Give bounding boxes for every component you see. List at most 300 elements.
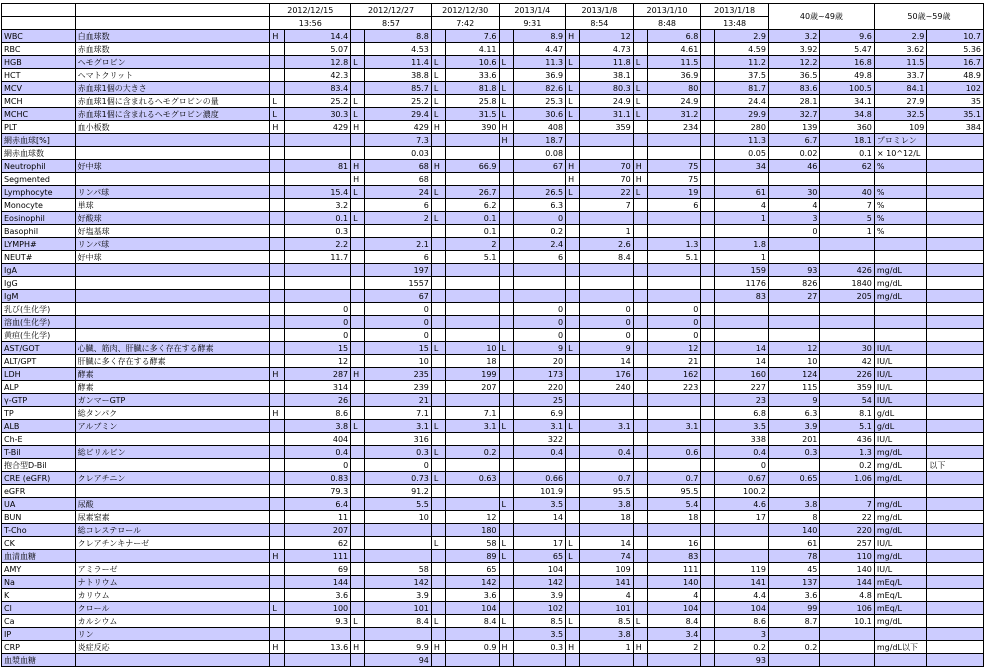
ref-50s-high xyxy=(927,264,984,277)
result-flag xyxy=(633,329,647,342)
ref-50s-high xyxy=(927,277,984,290)
result-value: 6.8 xyxy=(715,407,768,420)
result-value: 1 xyxy=(580,225,633,238)
result-flag xyxy=(431,43,445,56)
result-flag xyxy=(566,225,580,238)
result-flag: H xyxy=(351,641,365,654)
result-value: 0 xyxy=(365,303,432,316)
result-flag: L xyxy=(566,56,580,69)
result-value xyxy=(446,290,500,303)
result-value: 142 xyxy=(365,576,432,589)
result-flag: L xyxy=(431,615,445,628)
ref-40s-low: 78 xyxy=(768,550,819,563)
ref-40s-low: 0.65 xyxy=(768,472,819,485)
result-flag xyxy=(270,173,284,186)
result-value xyxy=(647,654,700,667)
result-value: 17 xyxy=(715,511,768,524)
test-code: 溶血(生化学) xyxy=(2,316,76,329)
ref-40s-high: 226 xyxy=(820,368,874,381)
ref-40s-high: 1.3 xyxy=(820,446,874,459)
result-value xyxy=(365,524,432,537)
result-flag xyxy=(431,303,445,316)
result-value xyxy=(580,524,633,537)
result-flag: H xyxy=(431,121,445,134)
result-flag xyxy=(270,238,284,251)
result-flag xyxy=(499,381,513,394)
result-flag xyxy=(270,160,284,173)
result-flag xyxy=(431,251,445,264)
ref-40s-low: 124 xyxy=(768,368,819,381)
result-flag xyxy=(633,433,647,446)
test-code: γ-GTP xyxy=(2,394,76,407)
result-value xyxy=(715,225,768,238)
result-value: 12 xyxy=(580,30,633,43)
result-value: 100.2 xyxy=(715,485,768,498)
ref-50s-high xyxy=(927,524,984,537)
ref-40s-high xyxy=(820,641,874,654)
result-flag xyxy=(633,550,647,563)
ref-50s-low: IU/L xyxy=(874,563,926,576)
table-row xyxy=(2,95,984,108)
test-code: 網赤血球数 xyxy=(2,147,76,160)
ref-50s-high xyxy=(927,394,984,407)
ref-40s-low: 137 xyxy=(768,576,819,589)
result-flag xyxy=(499,511,513,524)
result-flag xyxy=(499,199,513,212)
result-value: 7.1 xyxy=(365,407,432,420)
result-flag: L xyxy=(270,602,284,615)
ref-40s-low: 10 xyxy=(768,355,819,368)
ref-50s-low xyxy=(874,329,926,342)
result-value: 0 xyxy=(580,303,633,316)
result-value: 81.7 xyxy=(715,82,768,95)
result-value: 159 xyxy=(715,264,768,277)
result-flag xyxy=(701,563,715,576)
ref-40s-low xyxy=(768,485,819,498)
result-value: 2.4 xyxy=(513,238,565,251)
ref-40s-low: 83.6 xyxy=(768,82,819,95)
result-value: 3.1 xyxy=(365,420,432,433)
result-value: 3.5 xyxy=(513,498,565,511)
table-row xyxy=(2,30,984,43)
ref-40s-high: 22 xyxy=(820,511,874,524)
result-value: 239 xyxy=(365,381,432,394)
result-flag xyxy=(633,524,647,537)
result-flag xyxy=(431,407,445,420)
result-flag: L xyxy=(351,186,365,199)
result-flag: H xyxy=(431,641,445,654)
result-value xyxy=(715,316,768,329)
result-flag xyxy=(351,355,365,368)
ref-50s-high xyxy=(927,537,984,550)
result-flag: L xyxy=(566,108,580,121)
result-flag xyxy=(431,433,445,446)
ref-50s-high: 以下 xyxy=(927,459,984,472)
result-flag: L xyxy=(499,550,513,563)
ref-50s-high xyxy=(927,498,984,511)
result-value: 34 xyxy=(715,160,768,173)
result-value: 0.3 xyxy=(284,225,351,238)
ref-40s-high: 34.1 xyxy=(820,95,874,108)
ref-40s-high: 42 xyxy=(820,355,874,368)
time-header: 8:57 xyxy=(351,17,432,30)
result-flag: L xyxy=(431,420,445,433)
table-row xyxy=(2,381,984,394)
result-value: 3.1 xyxy=(647,420,700,433)
date-header-row xyxy=(2,4,984,17)
result-value: 1557 xyxy=(365,277,432,290)
time-header: 13:48 xyxy=(701,17,769,30)
test-name xyxy=(75,264,270,277)
test-code: K xyxy=(2,589,76,602)
test-code: CK xyxy=(2,537,76,550)
lab-results-table xyxy=(1,3,984,667)
result-flag xyxy=(270,654,284,667)
result-value: 338 xyxy=(715,433,768,446)
test-code: LDH xyxy=(2,368,76,381)
result-value xyxy=(284,264,351,277)
ref-40s-low: 6.3 xyxy=(768,407,819,420)
result-value xyxy=(580,147,633,160)
result-value: 37.5 xyxy=(715,69,768,82)
table-row xyxy=(2,472,984,485)
result-flag xyxy=(566,446,580,459)
table-row xyxy=(2,628,984,641)
test-name: ガンマーGTP xyxy=(75,394,270,407)
ref-40s-high: 205 xyxy=(820,290,874,303)
ref-40s-low: 3 xyxy=(768,212,819,225)
ref-40s-high: 34.8 xyxy=(820,108,874,121)
test-name: リンパ球 xyxy=(75,186,270,199)
result-value: 207 xyxy=(284,524,351,537)
result-flag xyxy=(431,264,445,277)
ref-50s-low: 84.1 xyxy=(874,82,926,95)
ref-50s-low: 2.9 xyxy=(874,30,926,43)
result-flag xyxy=(701,82,715,95)
test-name: クレアチニン xyxy=(75,472,270,485)
result-flag xyxy=(633,589,647,602)
result-value: 31.5 xyxy=(446,108,500,121)
result-flag: H xyxy=(270,407,284,420)
date-header: 2012/12/30 xyxy=(431,4,499,17)
result-flag xyxy=(351,238,365,251)
result-flag xyxy=(701,212,715,225)
result-value: 1176 xyxy=(715,277,768,290)
ref-40s-high: 16.8 xyxy=(820,56,874,69)
test-code: 抱合型D-Bil xyxy=(2,459,76,472)
result-flag xyxy=(701,251,715,264)
result-value: 6.3 xyxy=(513,199,565,212)
result-value: 429 xyxy=(284,121,351,134)
ref-40s-high xyxy=(820,238,874,251)
result-flag xyxy=(633,576,647,589)
ref-40s-low: 28.1 xyxy=(768,95,819,108)
result-flag xyxy=(499,251,513,264)
result-value: 11.5 xyxy=(647,56,700,69)
result-value: 9.9 xyxy=(365,641,432,654)
result-value xyxy=(284,628,351,641)
table-row xyxy=(2,277,984,290)
test-name: リン xyxy=(75,628,270,641)
result-flag xyxy=(701,381,715,394)
result-value: 4.59 xyxy=(715,43,768,56)
test-name: ヘマトクリット xyxy=(75,69,270,82)
result-value: 2.1 xyxy=(365,238,432,251)
table-row xyxy=(2,160,984,173)
result-value: 8.9 xyxy=(513,30,565,43)
result-value: 8.6 xyxy=(284,407,351,420)
result-flag xyxy=(701,550,715,563)
ref-40s-low xyxy=(768,329,819,342)
result-flag xyxy=(633,628,647,641)
result-value: 70 xyxy=(580,160,633,173)
result-flag: H xyxy=(633,173,647,186)
result-value: 7.1 xyxy=(446,407,500,420)
ref-50s-low: % xyxy=(874,199,926,212)
result-value xyxy=(647,394,700,407)
ref-40s-low: 201 xyxy=(768,433,819,446)
ref-50s-low xyxy=(874,628,926,641)
result-flag xyxy=(499,329,513,342)
test-name xyxy=(75,433,270,446)
result-value: 13.6 xyxy=(284,641,351,654)
result-flag: L xyxy=(633,82,647,95)
table-row xyxy=(2,602,984,615)
result-value: 80.3 xyxy=(580,82,633,95)
test-name xyxy=(75,290,270,303)
result-flag xyxy=(351,446,365,459)
ref-40s-low: 3.8 xyxy=(768,498,819,511)
result-flag xyxy=(351,524,365,537)
result-flag xyxy=(270,511,284,524)
result-flag xyxy=(270,134,284,147)
ref-50s-high xyxy=(927,381,984,394)
result-flag xyxy=(351,251,365,264)
result-value: 4.4 xyxy=(715,589,768,602)
result-flag: H xyxy=(633,160,647,173)
ref-40s-low: 99 xyxy=(768,602,819,615)
result-value: 4 xyxy=(647,589,700,602)
result-value: 408 xyxy=(513,121,565,134)
result-flag xyxy=(499,277,513,290)
result-value: 1 xyxy=(580,641,633,654)
result-value: 359 xyxy=(580,121,633,134)
result-flag xyxy=(701,537,715,550)
test-code: AMY xyxy=(2,563,76,576)
result-flag xyxy=(351,459,365,472)
result-flag xyxy=(701,342,715,355)
result-value: 0.6 xyxy=(647,446,700,459)
ref-40s-low: 9 xyxy=(768,394,819,407)
result-flag xyxy=(499,602,513,615)
ref-40s-low: 0.2 xyxy=(768,641,819,654)
ref-50s-low: mg/dL以下 xyxy=(874,641,926,654)
result-flag xyxy=(633,199,647,212)
result-value: 68 xyxy=(365,173,432,186)
result-flag xyxy=(351,69,365,82)
result-flag: L xyxy=(431,186,445,199)
test-name: 尿素窒素 xyxy=(75,511,270,524)
result-value: 0.3 xyxy=(365,446,432,459)
result-value: 0 xyxy=(715,459,768,472)
result-value xyxy=(580,459,633,472)
result-flag xyxy=(351,654,365,667)
test-code: MCV xyxy=(2,82,76,95)
result-value xyxy=(365,537,432,550)
ref-40s-high: 9.6 xyxy=(820,30,874,43)
result-value: 29.9 xyxy=(715,108,768,121)
result-value: 6 xyxy=(365,251,432,264)
result-value: 23 xyxy=(715,394,768,407)
date-header: 2012/12/15 xyxy=(270,4,351,17)
table-row xyxy=(2,446,984,459)
result-value: 6.2 xyxy=(446,199,500,212)
ref-50s-low: 33.7 xyxy=(874,69,926,82)
result-flag xyxy=(351,225,365,238)
result-value: 0.3 xyxy=(513,641,565,654)
result-flag xyxy=(499,472,513,485)
result-value: 101.9 xyxy=(513,485,565,498)
result-flag: H xyxy=(270,641,284,654)
result-flag xyxy=(351,628,365,641)
result-flag: L xyxy=(431,82,445,95)
ref-50s-low: g/dL xyxy=(874,407,926,420)
result-value: 0.08 xyxy=(513,147,565,160)
result-value: 0 xyxy=(284,316,351,329)
result-value: 142 xyxy=(513,576,565,589)
result-value: 85.7 xyxy=(365,82,432,95)
test-code: 黄疸(生化学) xyxy=(2,329,76,342)
result-flag xyxy=(499,394,513,407)
result-value: 2.9 xyxy=(715,30,768,43)
result-value: 141 xyxy=(580,576,633,589)
result-flag xyxy=(701,186,715,199)
table-row xyxy=(2,69,984,82)
result-value: 3 xyxy=(715,628,768,641)
result-flag: L xyxy=(431,95,445,108)
test-code: Na xyxy=(2,576,76,589)
result-flag xyxy=(566,290,580,303)
result-value: 144 xyxy=(284,576,351,589)
result-flag xyxy=(633,420,647,433)
result-value xyxy=(513,264,565,277)
ref-50s-low: mg/dL xyxy=(874,459,926,472)
result-value: 14 xyxy=(580,355,633,368)
result-value: 234 xyxy=(647,121,700,134)
result-flag xyxy=(270,537,284,550)
result-value xyxy=(647,147,700,160)
ref-50s-low: 109 xyxy=(874,121,926,134)
table-row xyxy=(2,420,984,433)
result-flag xyxy=(633,485,647,498)
result-value xyxy=(715,524,768,537)
ref-40s-high: 100.5 xyxy=(820,82,874,95)
ref-50s-low xyxy=(874,303,926,316)
result-value: 101 xyxy=(580,602,633,615)
result-flag xyxy=(431,290,445,303)
test-name: 酵素 xyxy=(75,368,270,381)
test-name xyxy=(75,147,270,160)
result-flag xyxy=(633,394,647,407)
result-flag xyxy=(499,303,513,316)
result-flag xyxy=(701,69,715,82)
result-flag xyxy=(270,199,284,212)
test-code: Eosinophil xyxy=(2,212,76,225)
result-value: 0.1 xyxy=(446,212,500,225)
result-flag xyxy=(701,121,715,134)
result-value: 25.3 xyxy=(513,95,565,108)
result-flag xyxy=(431,550,445,563)
test-name: 好塩基球 xyxy=(75,225,270,238)
test-name: 尿酸 xyxy=(75,498,270,511)
ref-50s-low: mg/dL xyxy=(874,615,926,628)
result-value: 235 xyxy=(365,368,432,381)
result-value: 24.9 xyxy=(580,95,633,108)
result-flag: L xyxy=(499,498,513,511)
ref-50s-high xyxy=(927,160,984,173)
result-flag xyxy=(270,225,284,238)
result-value xyxy=(715,303,768,316)
table-row xyxy=(2,173,984,186)
test-name xyxy=(75,550,270,563)
result-value: 14.4 xyxy=(284,30,351,43)
result-value: 3.6 xyxy=(446,589,500,602)
result-value: 4.6 xyxy=(715,498,768,511)
result-value: 11.3 xyxy=(715,134,768,147)
result-flag xyxy=(499,407,513,420)
result-flag xyxy=(633,303,647,316)
result-value: 227 xyxy=(715,381,768,394)
ref-40s-low: 826 xyxy=(768,277,819,290)
result-value xyxy=(647,524,700,537)
result-flag xyxy=(351,316,365,329)
result-value: 0.66 xyxy=(513,472,565,485)
result-flag xyxy=(701,147,715,160)
test-name xyxy=(75,654,270,667)
result-value: 25.2 xyxy=(365,95,432,108)
ref-50s-high xyxy=(927,329,984,342)
result-value: 0.2 xyxy=(513,225,565,238)
result-flag: L xyxy=(499,82,513,95)
result-value: 38.8 xyxy=(365,69,432,82)
ref-40s-high: 62 xyxy=(820,160,874,173)
result-value: 180 xyxy=(446,524,500,537)
result-flag: H xyxy=(566,173,580,186)
test-code: 網赤血球[%] xyxy=(2,134,76,147)
date-header: 2013/1/8 xyxy=(566,4,634,17)
result-flag: H xyxy=(270,368,284,381)
ref-50s-high xyxy=(927,576,984,589)
result-flag xyxy=(431,524,445,537)
result-value xyxy=(446,147,500,160)
result-value: 0 xyxy=(647,316,700,329)
result-value: 3.1 xyxy=(446,420,500,433)
result-value: 93 xyxy=(715,654,768,667)
test-name: アミラーゼ xyxy=(75,563,270,576)
result-value: 3.6 xyxy=(284,589,351,602)
result-flag xyxy=(633,121,647,134)
result-value: 6 xyxy=(365,199,432,212)
result-flag xyxy=(431,394,445,407)
result-value: 111 xyxy=(647,563,700,576)
result-value: 3.8 xyxy=(580,628,633,641)
table-row xyxy=(2,43,984,56)
result-value: 162 xyxy=(647,368,700,381)
result-value: 75 xyxy=(647,160,700,173)
result-value: 66.9 xyxy=(446,160,500,173)
result-value: 38.1 xyxy=(580,69,633,82)
result-flag: L xyxy=(431,342,445,355)
